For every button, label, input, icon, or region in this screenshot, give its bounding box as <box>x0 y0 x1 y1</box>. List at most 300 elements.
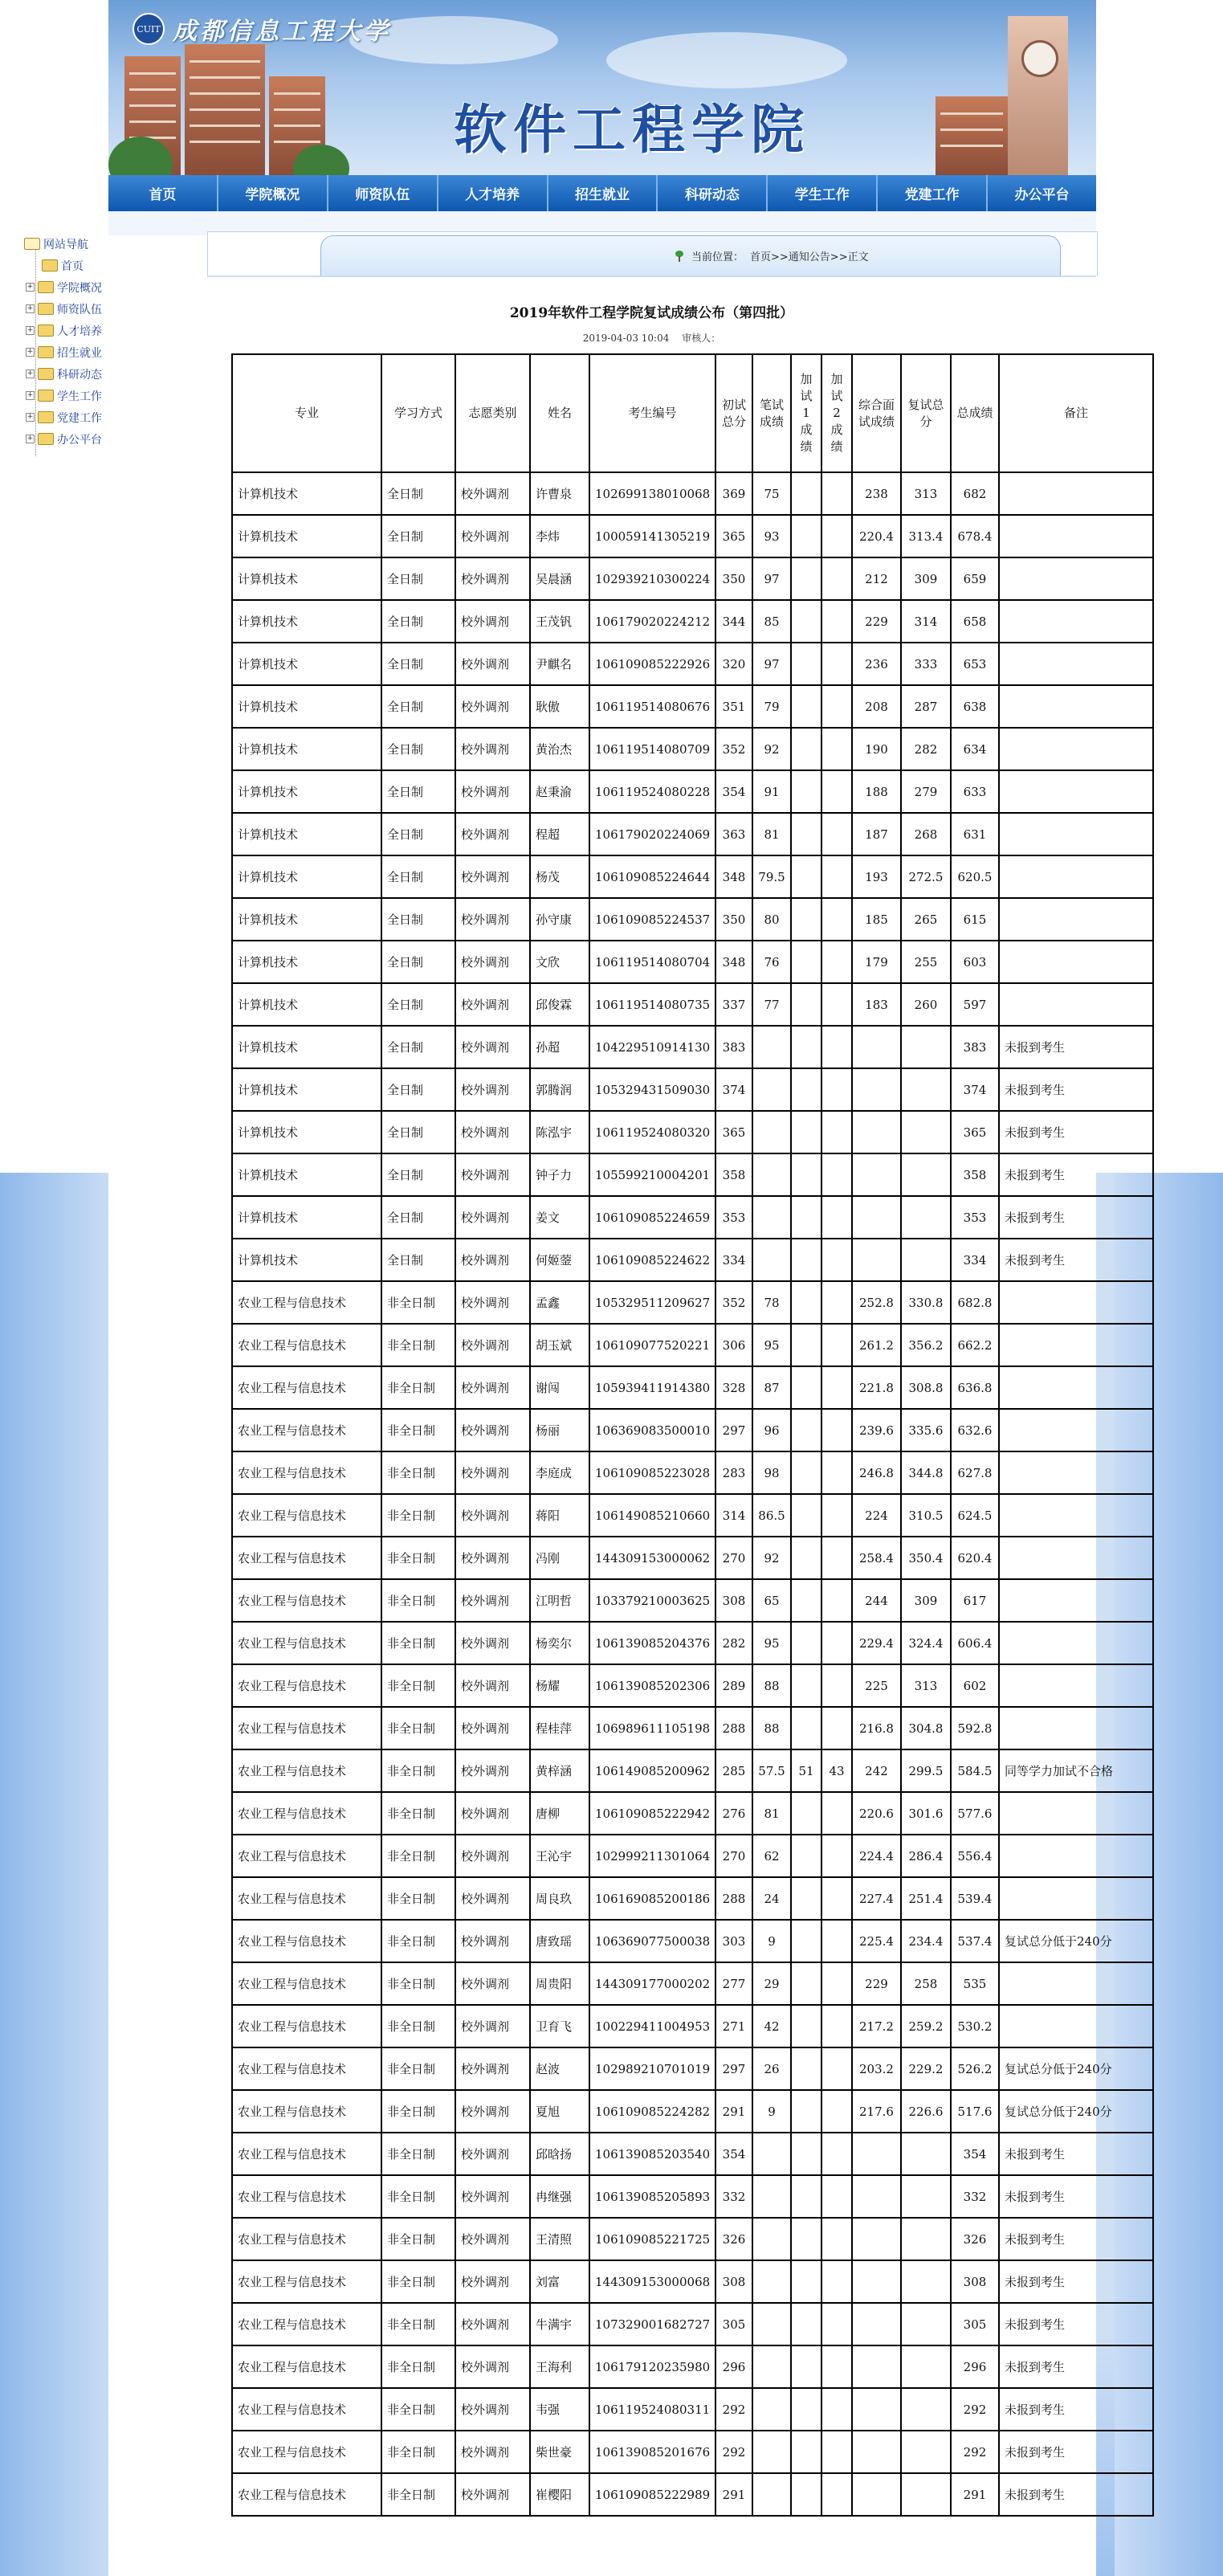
tree-item-research[interactable] <box>24 363 102 385</box>
cell-study-mode: 全日制 <box>381 983 455 1026</box>
cell-interview-score: 193 <box>852 855 901 898</box>
cell-written-score <box>752 1239 791 1281</box>
cell-total-score: 592.8 <box>951 1707 999 1749</box>
cell-interview-score <box>852 2133 901 2175</box>
nav-party[interactable]: 党建工作 <box>878 175 988 211</box>
cell-prelim-total: 283 <box>715 1451 752 1494</box>
cell-name: 姜文 <box>530 1196 589 1239</box>
cell-prelim-total: 348 <box>715 855 752 898</box>
cell-name: 李庭成 <box>530 1451 589 1494</box>
table-row <box>232 557 1153 600</box>
cell-extra-test-1 <box>791 1622 821 1664</box>
cell-application-type: 校外调剂 <box>455 983 530 1026</box>
cell-written-score <box>752 1026 791 1068</box>
tree-item-label: 学生工作 <box>57 390 102 403</box>
nav-research[interactable]: 科研动态 <box>658 175 768 211</box>
tree-item-label: 招生就业 <box>57 346 102 360</box>
cell-extra-test-2 <box>821 1579 852 1622</box>
cell-total-score: 631 <box>951 813 999 855</box>
cell-extra-test-2 <box>821 1239 852 1281</box>
cell-retest-total <box>901 2388 951 2431</box>
cell-extra-test-1 <box>791 1537 821 1579</box>
cell-application-type: 校外调剂 <box>455 1707 530 1749</box>
cell-major: 农业工程与信息技术 <box>232 1537 381 1579</box>
cell-interview-score <box>852 2345 901 2388</box>
cell-extra-test-2 <box>821 2345 852 2388</box>
cell-study-mode: 非全日制 <box>381 1835 455 1877</box>
cell-application-type: 校外调剂 <box>455 1962 530 2005</box>
cell-remarks <box>999 1281 1153 1324</box>
cell-retest-total <box>901 2175 951 2218</box>
cell-name: 夏旭 <box>530 2090 589 2133</box>
cell-application-type: 校外调剂 <box>455 1664 530 1707</box>
cell-extra-test-1 <box>791 2175 821 2218</box>
cell-application-type: 校外调剂 <box>455 1281 530 1324</box>
cell-major: 计算机技术 <box>232 515 381 557</box>
cell-application-type: 校外调剂 <box>455 1537 530 1579</box>
cell-study-mode: 全日制 <box>381 728 455 770</box>
table-row <box>232 1451 1153 1494</box>
cell-interview-score <box>852 1111 901 1153</box>
cell-remarks: 未报到考生 <box>999 2133 1153 2175</box>
cell-name: 谢闯 <box>530 1366 589 1409</box>
cell-application-type: 校外调剂 <box>455 2473 530 2516</box>
cell-major: 农业工程与信息技术 <box>232 2473 381 2516</box>
cell-name: 陈泓宇 <box>530 1111 589 1153</box>
table-row <box>232 1792 1153 1835</box>
cell-remarks: 未报到考生 <box>999 2431 1153 2473</box>
university-seal-icon: CUIT <box>132 13 165 45</box>
cell-candidate-id: 144309153000068 <box>589 2260 715 2303</box>
cell-written-score: 93 <box>752 515 791 557</box>
cell-interview-score: 208 <box>852 685 901 728</box>
tree-item-about[interactable] <box>24 276 102 298</box>
cell-application-type: 校外调剂 <box>455 2005 530 2047</box>
cell-candidate-id: 106119524080311 <box>589 2388 715 2431</box>
nav-admissions[interactable]: 招生就业 <box>548 175 658 211</box>
cell-candidate-id: 106179120235980 <box>589 2345 715 2388</box>
cell-retest-total: 259.2 <box>901 2005 951 2047</box>
expand-icon[interactable]: + <box>26 348 34 356</box>
cell-application-type: 校外调剂 <box>455 941 530 983</box>
cell-total-score: 617 <box>951 1579 999 1622</box>
cell-name: 黄治杰 <box>530 728 589 770</box>
cell-candidate-id: 106179020224069 <box>589 813 715 855</box>
cell-study-mode: 全日制 <box>381 472 455 515</box>
cell-written-score: 97 <box>752 557 791 600</box>
cell-retest-total: 309 <box>901 557 951 600</box>
cell-retest-total <box>901 1068 951 1111</box>
cell-major: 计算机技术 <box>232 1111 381 1153</box>
cell-extra-test-1 <box>791 898 821 941</box>
cell-interview-score: 229 <box>852 600 901 643</box>
cell-extra-test-2 <box>821 1281 852 1324</box>
header-extra-test-2: 加试2成绩 <box>821 354 852 472</box>
cell-major: 计算机技术 <box>232 1026 381 1068</box>
cell-extra-test-1 <box>791 1111 821 1153</box>
cell-written-score: 98 <box>752 1451 791 1494</box>
cell-written-score: 91 <box>752 770 791 813</box>
cell-prelim-total: 344 <box>715 600 752 643</box>
cell-total-score: 334 <box>951 1239 999 1281</box>
cell-extra-test-1 <box>791 2345 821 2388</box>
cell-name: 杨丽 <box>530 1409 589 1451</box>
cell-study-mode: 全日制 <box>381 685 455 728</box>
cell-prelim-total: 334 <box>715 1239 752 1281</box>
cell-prelim-total: 305 <box>715 2303 752 2345</box>
cell-extra-test-2 <box>821 1920 852 1962</box>
cell-extra-test-1 <box>791 2388 821 2431</box>
cell-name: 韦强 <box>530 2388 589 2431</box>
nav-faculty[interactable]: 师资队伍 <box>328 175 438 211</box>
cell-extra-test-2 <box>821 600 852 643</box>
cell-total-score: 658 <box>951 600 999 643</box>
expand-icon[interactable]: + <box>26 304 34 312</box>
cell-prelim-total: 350 <box>715 898 752 941</box>
table-row <box>232 1409 1153 1451</box>
cell-study-mode: 非全日制 <box>381 1366 455 1409</box>
cell-remarks <box>999 685 1153 728</box>
expand-icon[interactable]: + <box>26 369 34 378</box>
folder-icon <box>38 303 54 315</box>
cell-candidate-id: 106109085224644 <box>589 855 715 898</box>
tree-item-label: 科研动态 <box>57 368 102 382</box>
cell-retest-total: 301.6 <box>901 1792 951 1835</box>
cell-prelim-total: 297 <box>715 1409 752 1451</box>
cell-application-type: 校外调剂 <box>455 1324 530 1366</box>
cell-written-score: 81 <box>752 813 791 855</box>
cell-candidate-id: 106139085202306 <box>589 1664 715 1707</box>
table-row <box>232 2473 1153 2516</box>
cell-name: 卫育飞 <box>530 2005 589 2047</box>
cell-remarks: 未报到考生 <box>999 1153 1153 1196</box>
cell-total-score: 353 <box>951 1196 999 1239</box>
cell-remarks: 未报到考生 <box>999 1026 1153 1068</box>
cell-retest-total <box>901 1153 951 1196</box>
cell-extra-test-1 <box>791 855 821 898</box>
cell-extra-test-1 <box>791 983 821 1026</box>
cell-interview-score: 203.2 <box>852 2047 901 2090</box>
cell-major: 农业工程与信息技术 <box>232 1579 381 1622</box>
cell-prelim-total: 292 <box>715 2388 752 2431</box>
tree-item-student-affairs[interactable] <box>24 385 102 406</box>
header-name: 姓名 <box>530 354 589 472</box>
folder-icon <box>38 325 54 337</box>
table-row <box>232 1324 1153 1366</box>
table-row <box>232 643 1153 685</box>
cell-total-score: 292 <box>951 2431 999 2473</box>
cell-extra-test-2 <box>821 2218 852 2260</box>
cell-extra-test-2 <box>821 2473 852 2516</box>
cell-extra-test-1 <box>791 1366 821 1409</box>
cell-candidate-id: 106109085221725 <box>589 2218 715 2260</box>
cell-major: 农业工程与信息技术 <box>232 1877 381 1920</box>
cell-candidate-id: 106139085204376 <box>589 1622 715 1664</box>
cell-name: 胡玉斌 <box>530 1324 589 1366</box>
tree-item-office[interactable] <box>24 428 102 450</box>
table-row <box>232 1707 1153 1749</box>
header-remarks: 备注 <box>999 354 1153 472</box>
table-row <box>232 983 1153 1026</box>
cell-extra-test-1 <box>791 1196 821 1239</box>
cell-prelim-total: 297 <box>715 2047 752 2090</box>
cell-remarks: 复试总分低于240分 <box>999 1920 1153 1962</box>
cell-candidate-id: 106119514080704 <box>589 941 715 983</box>
cell-total-score: 326 <box>951 2218 999 2260</box>
cell-written-score: 96 <box>752 1409 791 1451</box>
cell-study-mode: 非全日制 <box>381 1920 455 1962</box>
cell-name: 王清照 <box>530 2218 589 2260</box>
site-banner <box>108 0 1096 175</box>
cell-extra-test-2 <box>821 557 852 600</box>
tree-item-party[interactable] <box>24 406 102 428</box>
cell-written-score: 79 <box>752 685 791 728</box>
cell-extra-test-2 <box>821 2303 852 2345</box>
header-retest-total: 复试总分 <box>901 354 951 472</box>
cell-name: 程桂萍 <box>530 1707 589 1749</box>
cell-name: 吴晨涵 <box>530 557 589 600</box>
cell-candidate-id: 106369077500038 <box>589 1920 715 1962</box>
cell-candidate-id: 106169085200186 <box>589 1877 715 1920</box>
expand-icon[interactable]: + <box>26 283 34 291</box>
table-row <box>232 2345 1153 2388</box>
tree-root-label: 网站导航 <box>43 238 88 251</box>
cell-remarks: 未报到考生 <box>999 1068 1153 1111</box>
cell-prelim-total: 348 <box>715 941 752 983</box>
cell-remarks <box>999 1409 1153 1451</box>
cell-extra-test-2 <box>821 1026 852 1068</box>
cell-remarks <box>999 1622 1153 1664</box>
cell-candidate-id: 106109085224537 <box>589 898 715 941</box>
cell-total-score: 682.8 <box>951 1281 999 1324</box>
cell-prelim-total: 270 <box>715 1835 752 1877</box>
tree-item-label: 师资队伍 <box>57 303 102 316</box>
folder-icon <box>38 390 54 402</box>
cell-major: 计算机技术 <box>232 685 381 728</box>
table-row <box>232 2005 1153 2047</box>
cell-written-score <box>752 2303 791 2345</box>
cell-major: 农业工程与信息技术 <box>232 2047 381 2090</box>
cell-extra-test-2 <box>821 2175 852 2218</box>
cell-interview-score: 217.2 <box>852 2005 901 2047</box>
cell-extra-test-2 <box>821 1366 852 1409</box>
table-row <box>232 1664 1153 1707</box>
cell-prelim-total: 306 <box>715 1324 752 1366</box>
expand-icon[interactable]: + <box>26 413 34 421</box>
cell-candidate-id: 106119524080228 <box>589 770 715 813</box>
folder-icon <box>42 259 58 271</box>
cell-remarks <box>999 728 1153 770</box>
tree-item-label: 学院概况 <box>57 281 102 295</box>
university-logo[interactable] <box>132 11 391 47</box>
cell-written-score: 86.5 <box>752 1494 791 1537</box>
cell-study-mode: 全日制 <box>381 1068 455 1111</box>
building-image <box>185 44 265 175</box>
cell-retest-total: 229.2 <box>901 2047 951 2090</box>
cell-written-score: 26 <box>752 2047 791 2090</box>
expand-icon[interactable]: + <box>26 326 34 334</box>
tree-root[interactable] <box>24 233 102 255</box>
table-row <box>232 941 1153 983</box>
cell-interview-score <box>852 2303 901 2345</box>
cell-candidate-id: 106139085205893 <box>589 2175 715 2218</box>
cell-name: 江明哲 <box>530 1579 589 1622</box>
cell-remarks <box>999 855 1153 898</box>
cell-remarks <box>999 515 1153 557</box>
header-application-type: 志愿类别 <box>455 354 530 472</box>
cell-remarks: 未报到考生 <box>999 2175 1153 2218</box>
cell-extra-test-1 <box>791 2431 821 2473</box>
expand-icon[interactable]: + <box>26 391 34 399</box>
clock-icon <box>1021 40 1058 77</box>
table-row <box>232 1111 1153 1153</box>
breadcrumb-path[interactable]: 首页>>通知公告>>正文 <box>750 251 869 263</box>
article-title: 2019年软件工程学院复试成绩公布（第四批） <box>509 305 794 321</box>
cell-name: 唐柳 <box>530 1792 589 1835</box>
cell-total-score: 292 <box>951 2388 999 2431</box>
cell-total-score: 603 <box>951 941 999 983</box>
cell-application-type: 校外调剂 <box>455 472 530 515</box>
cell-extra-test-2 <box>821 1664 852 1707</box>
cell-prelim-total: 358 <box>715 1153 752 1196</box>
cell-extra-test-2 <box>821 2047 852 2090</box>
cell-application-type: 校外调剂 <box>455 1111 530 1153</box>
cell-study-mode: 非全日制 <box>381 1537 455 1579</box>
cell-extra-test-1 <box>791 2218 821 2260</box>
cell-interview-score: 229 <box>852 1962 901 2005</box>
cell-interview-score <box>852 1239 901 1281</box>
cell-application-type: 校外调剂 <box>455 2218 530 2260</box>
cell-prelim-total: 288 <box>715 1877 752 1920</box>
cell-name: 耿傲 <box>530 685 589 728</box>
table-row <box>232 1877 1153 1920</box>
cell-remarks <box>999 1324 1153 1366</box>
cell-prelim-total: 277 <box>715 1962 752 2005</box>
cell-study-mode: 非全日制 <box>381 1622 455 1664</box>
cell-major: 计算机技术 <box>232 600 381 643</box>
cell-candidate-id: 100059141305219 <box>589 515 715 557</box>
table-row <box>232 898 1153 941</box>
cell-application-type: 校外调剂 <box>455 2345 530 2388</box>
article-reviewer: 审核人： <box>682 333 721 344</box>
cell-candidate-id: 144309153000062 <box>589 1537 715 1579</box>
cell-extra-test-2 <box>821 1068 852 1111</box>
cell-candidate-id: 106369083500010 <box>589 1409 715 1451</box>
cell-candidate-id: 106119514080676 <box>589 685 715 728</box>
cell-major: 计算机技术 <box>232 855 381 898</box>
cell-extra-test-1 <box>791 1877 821 1920</box>
cell-interview-score: 239.6 <box>852 1409 901 1451</box>
cell-name: 王沁宇 <box>530 1835 589 1877</box>
cell-name: 黄梓涵 <box>530 1749 589 1792</box>
cell-application-type: 校外调剂 <box>455 898 530 941</box>
cell-extra-test-1 <box>791 1707 821 1749</box>
tree-item-home[interactable] <box>24 255 102 276</box>
cell-extra-test-1 <box>791 643 821 685</box>
cell-interview-score: 185 <box>852 898 901 941</box>
tree-item-faculty[interactable] <box>24 298 102 320</box>
cell-candidate-id: 106109085223028 <box>589 1451 715 1494</box>
cell-interview-score: 216.8 <box>852 1707 901 1749</box>
cell-extra-test-2 <box>821 898 852 941</box>
cell-remarks: 未报到考生 <box>999 2260 1153 2303</box>
header-extra-test-1: 加试1成绩 <box>791 354 821 472</box>
cell-application-type: 校外调剂 <box>455 1835 530 1877</box>
cell-candidate-id: 106109085222942 <box>589 1792 715 1835</box>
cell-candidate-id: 106109085224282 <box>589 2090 715 2133</box>
header-total-score: 总成绩 <box>951 354 999 472</box>
cell-major: 农业工程与信息技术 <box>232 1920 381 1962</box>
cell-prelim-total: 383 <box>715 1026 752 1068</box>
cell-major: 农业工程与信息技术 <box>232 1707 381 1749</box>
cell-written-score <box>752 2260 791 2303</box>
table-header-row <box>232 354 1153 472</box>
cell-application-type: 校外调剂 <box>455 728 530 770</box>
cell-extra-test-2 <box>821 2388 852 2431</box>
cell-interview-score: 252.8 <box>852 1281 901 1324</box>
cell-candidate-id: 106989611105198 <box>589 1707 715 1749</box>
cell-major: 农业工程与信息技术 <box>232 2090 381 2133</box>
folder-open-icon <box>24 238 40 250</box>
cell-name: 冯刚 <box>530 1537 589 1579</box>
cell-total-score: 627.8 <box>951 1451 999 1494</box>
cell-extra-test-1 <box>791 1153 821 1196</box>
expand-icon[interactable]: + <box>26 435 34 443</box>
cell-extra-test-2 <box>821 1153 852 1196</box>
cell-total-score: 597 <box>951 983 999 1026</box>
cell-remarks <box>999 1835 1153 1877</box>
cell-name: 何姬蓥 <box>530 1239 589 1281</box>
table-row <box>232 1153 1153 1196</box>
cell-application-type: 校外调剂 <box>455 813 530 855</box>
nav-education[interactable]: 人才培养 <box>438 175 548 211</box>
cell-application-type: 校外调剂 <box>455 1026 530 1068</box>
tree-item-education[interactable] <box>24 320 102 341</box>
cell-major: 农业工程与信息技术 <box>232 1962 381 2005</box>
cell-remarks <box>999 643 1153 685</box>
table-row <box>232 1239 1153 1281</box>
nav-about[interactable]: 学院概况 <box>218 175 328 211</box>
cell-total-score: 354 <box>951 2133 999 2175</box>
nav-student-affairs[interactable]: 学生工作 <box>768 175 878 211</box>
cell-name: 文欣 <box>530 941 589 983</box>
cell-interview-score: 179 <box>852 941 901 983</box>
cell-extra-test-1 <box>791 472 821 515</box>
cloud-decoration <box>606 32 847 88</box>
cell-study-mode: 全日制 <box>381 941 455 983</box>
table-row <box>232 1281 1153 1324</box>
cell-extra-test-2 <box>821 685 852 728</box>
cell-study-mode: 全日制 <box>381 1111 455 1153</box>
cell-written-score: 88 <box>752 1664 791 1707</box>
cell-remarks: 未报到考生 <box>999 1196 1153 1239</box>
cell-remarks: 未报到考生 <box>999 2218 1153 2260</box>
cell-extra-test-1 <box>791 813 821 855</box>
cell-candidate-id: 100229411004953 <box>589 2005 715 2047</box>
cell-total-score: 332 <box>951 2175 999 2218</box>
site-nav-tree <box>24 233 102 450</box>
tree-item-admissions[interactable] <box>24 341 102 363</box>
table-row <box>232 600 1153 643</box>
cell-total-score: 517.6 <box>951 2090 999 2133</box>
cell-remarks <box>999 1707 1153 1749</box>
nav-office[interactable]: 办公平台 <box>1014 187 1070 203</box>
cell-major: 农业工程与信息技术 <box>232 1451 381 1494</box>
cell-name: 刘富 <box>530 2260 589 2303</box>
nav-home[interactable]: 首页 <box>108 175 218 211</box>
cell-prelim-total: 291 <box>715 2090 752 2133</box>
cell-application-type: 校外调剂 <box>455 2133 530 2175</box>
